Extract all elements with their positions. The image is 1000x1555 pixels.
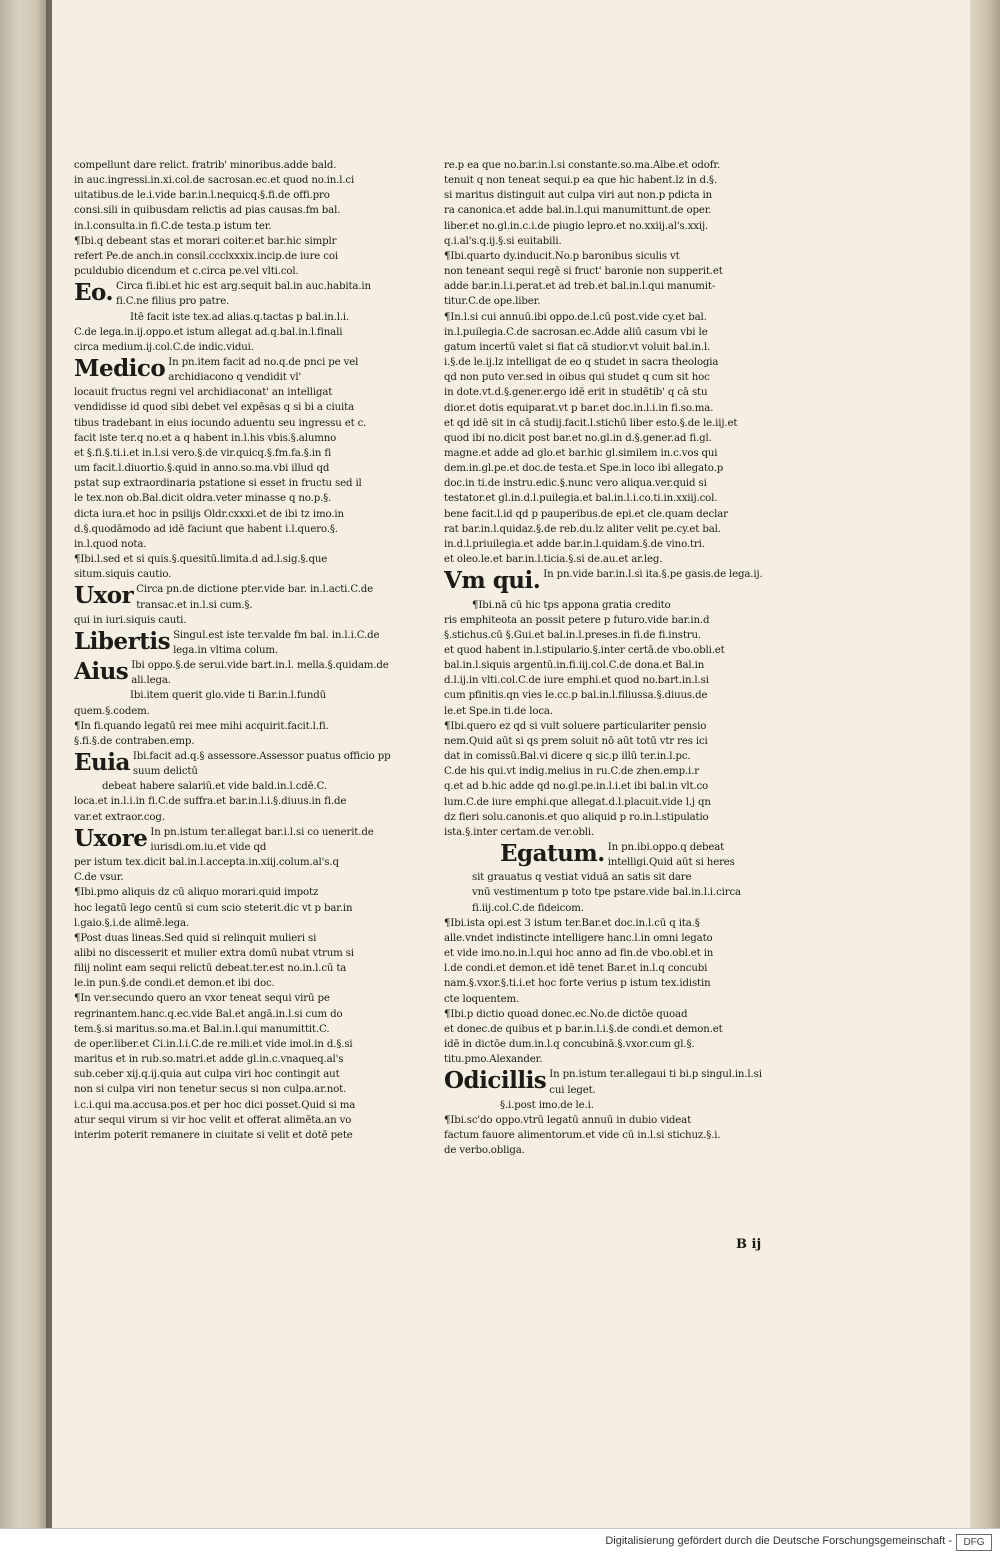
funding-credit: Digitalisierung gefördert durch die Deutsche Forschungsgemeinschaft - [605,1535,952,1547]
text-line: et §.fi.§.ti.i.et in.l.si vero.§.de vir.quicq.§.fm.fa.§.in fi [74,447,332,459]
lemma-heading: Medico [74,355,166,383]
text-line: ¶In ver.secundo quero an vxor teneat sequi virū pe [74,993,330,1005]
lemma-heading: Uxor [74,582,134,610]
text-line: ¶Ibi.q debeant stas et morari coiter.et bar.hic simplr [74,235,337,247]
text-line: re.p ea que no.bar.in.l.si constante.so.ma.Albe.et odofr. [444,160,721,171]
text-line: C.de vsur. [74,872,124,884]
text-line: alibi no discesserit et mulier extra domū nubat vtrum si [74,948,354,960]
text-line: i.§.de le.ij.lz intelligat de eo q studet in sacra theologia [444,357,719,369]
text-line: nam.§.vxor.§.ti.i.et hoc forte verius p istum tex.idistin [444,978,711,990]
text-line: filij nolint eam sequi relictū debeat.ter.est no.in.l.cū ta [74,963,347,975]
text-line: doc.in ti.de instru.edic.§.nunc vero aliqua.ver.quid si [444,478,707,490]
text-line: factum fauore alimentorum.et vide cū in.l.si stichuz.§.i. [444,1129,721,1141]
text-line: qui in iuri.siquis cauti. [74,614,187,626]
lemma-entry [74,279,396,309]
text-line: le tex.non ob.Bal.dicit oldra.veter minasse q no.p.§. [74,493,332,505]
text-line: testator.et gl.in.d.l.puilegia.et bal.in.l.i.co.ti.in.xxiij.col. [444,493,718,505]
text-line: in.l.quod nota. [74,538,147,550]
lemma-entry [74,825,396,855]
text-line: compellunt dare relict. fratrib' minoribus.adde bald. [74,160,337,171]
text-line: magne.et adde ad glo.et bar.hic gl.similem in.c.vos qui [444,447,718,459]
lemma-heading: Libertis [74,627,171,655]
text-line: dem.in.gl.pe.et doc.de testa.et Spe.in loco ibi allegato.p [444,463,724,475]
lemma-gloss: In pn.ibi.oppo.q debeat intelligi.Quid aūt si heres [607,842,735,869]
text-line: dior.et dotis equiparat.vt p bar.et doc.in.l.i.in fi.so.ma. [444,402,714,414]
text-line: i.c.i.qui ma.accusa.pos.et per hoc dici posset.Quid si ma [74,1099,356,1111]
lemma-gloss: Ibi.facit ad.q.§ assessore.Assessor puatus officio pp suum delictū [132,751,391,778]
text-line: ¶Ibi.quarto dy.inducit.No.p baronibus siculis vt [444,250,680,262]
text-line: um facit.l.diuortio.§.quid in anno.so.ma.vbi illud qd [74,463,330,475]
lemma-entry [74,658,396,688]
text-line: var.et extraor.cog. [74,811,165,823]
text-line: q.i.al's.q.ij.§.si euitabili. [444,235,562,247]
text-line: rat bar.in.l.quidaz.§.de reb.du.lz aliter velit pe.cy.et bal. [444,523,721,535]
text-line: tibus tradebant in eius iocundo aduentu seu ingressu et c. [74,417,367,429]
text-line: et quod habent in.l.stipulario.§.inter certā.de vbo.obli.et [444,644,725,656]
dfg-logo[interactable]: DFG [956,1534,992,1551]
text-line: dicta iura.et hoc in psilijs Oldr.cxxxi.et de ibi tz imo.in [74,508,344,520]
text-line: qd non puto ver.sed in oibus qui studet q cum sit hoc [444,372,710,384]
text-line: q.et ad b.hic adde qd no.gl.pe.in.l.i.et ibi bal.in vlt.co [444,781,709,793]
text-line: cum pfinitis.qn vies le.cc.p bal.in.l.filiussa.§.diuus.de [444,690,708,702]
text-line: sit grauatus q vestiat viduā an satis sit dare [472,872,692,884]
lemma-entry [444,1067,776,1097]
text-line: titu.pmo.Alexander. [444,1054,543,1066]
lemma-gloss: Ibi oppo.§.de serui.vide bart.in.l. mella.§.quidam.de ali.lega. [131,660,389,687]
text-line: Ibi.item querit glo.vide ti Bar.in.l.fundū [130,690,327,702]
lemma-heading: Euia [74,749,130,777]
text-line: maritus et in rub.so.matri.et adde gl.in.c.vnaqueq.al's [74,1054,344,1066]
text-line: ris emphiteota an possit petere p futuro.vide bar.in.d [444,614,710,626]
text-line: §.i.post imo.de le.i. [500,1099,594,1111]
text-line: ¶Ibi.l.sed et si quis.§.quesitū.limita.d ad.l.sig.§.que [74,554,328,566]
lemma-gloss: In pn.vide bar.in.l.si ita.§.pe gasis.de lega.ij. [543,569,763,581]
lemma-gloss: In pn.istum ter.allegat bar.i.l.si co uenerit.de iurisdi.om.iu.et vide qd [150,826,374,853]
text-line: non si culpa viri non tenetur secus si non culpa.ar.not. [74,1084,347,1096]
lemma-entry [74,749,396,779]
lemma-heading: Aius [74,658,129,686]
text-line: ¶Ibi.ista opi.est 3 istum ter.Bar.et doc.in.l.cū q ita.§ [444,917,700,929]
text-line: locauit fructus regni vel archidiaconat' an intelligat [74,387,333,399]
lemma-heading: Egatum. [500,840,605,868]
text-line: atur sequi virum si vir hoc velit et offerat alimēta.an vo [74,1114,352,1126]
text-line: ¶Ibi.nā cū hic tps appona gratia credito [472,599,671,611]
text-line: de oper.liber.et Ci.in.l.i.C.de re.mili.et vide imol.in d.§.si [74,1038,353,1050]
lemma-entry [444,567,776,597]
lemma-entry [444,840,776,870]
text-line: et donec.de quibus et p bar.in.l.i.§.de condi.et demon.et [444,1023,723,1035]
lemma-heading: Vm qui. [444,567,541,595]
lemma-heading: Uxore [74,824,148,852]
text-line: gatum incertū valet si fiat cā studior.vt voluit bal.in.l. [444,341,711,353]
text-line: in.l.puilegia.C.de sacrosan.ec.Adde aliū casum vbi le [444,326,708,338]
text-line: nem.Quid aūt si qs prem soluit nō aūt totū vtr res ici [444,735,708,747]
page-edge [970,0,1000,1528]
text-line: l.de condi.et demon.et idē tenet Bar.et in.l.q concubi [444,963,708,975]
text-line: ra canonica.et adde bal.in.l.qui manumittunt.de oper. [444,205,712,217]
text-line: pstat sup extraordinaria pstatione si esset in fructu sed il [74,478,362,490]
text-line: per istum tex.dicit bal.in.l.accepta.in.xiij.colum.al's.q [74,857,339,869]
text-line: ¶In fi.quando legatū rei mee mihi acquirit.facit.l.fi. [74,720,329,732]
text-line: alle.vndet indistincte intelligere hanc.l.in omni legato [444,932,713,944]
text-line: d.l.ij.in vlti.col.C.de iure emphi.et quod no.bart.in.l.si [444,675,709,687]
text-line: Itē facit iste tex.ad alias.q.tactas p bal.in.l.i. [130,311,350,323]
text-column-left [74,158,396,1143]
text-line: ¶Ibi.p dictio quoad donec.ec.No.de dictōe quoad [444,1008,688,1020]
text-line: dat in comissū.Bal.vi dicere q sic.p illū ter.in.l.pc. [444,751,691,763]
text-line: tem.§.si maritus.so.ma.et Bal.in.l.qui manumittit.C. [74,1023,330,1035]
text-line: circa medium.ij.col.C.de indic.vidui. [74,341,254,353]
text-line: bene facit.l.id qd p pauperibus.de epi.et cle.quam declar [444,508,728,520]
text-line: adde bar.in.l.i.perat.et ad treb.et bal.in.l.qui manumit- [444,281,716,293]
lemma-gloss: Circa pn.de dictione pter.vide bar. in.l.acti.C.de transac.et in.l.si cum.§. [136,584,373,611]
text-line: dz fieri solu.canonis.et quo aliquid p ro.in.l.stipulatio [444,811,709,823]
text-line: le.in pun.§.de condi.et demon.et ibi doc. [74,978,275,990]
text-line: consi.sili in quibusdam relictis ad pias causas.fm bal. [74,205,341,217]
text-line: pculdubio dicendum et c.circa pe.vel vlti.col. [74,266,299,278]
text-line: interim poterit remanere in ciuitate si velit et dotē pete [74,1129,353,1141]
signature-mark: B ij [736,1237,762,1252]
text-line: regrinantem.hanc.q.ec.vide Bal.et angā.in.l.si cum do [74,1008,343,1020]
text-line: idē in dictōe dum.in.l.q concubinā.§.vxor.cum gl.§. [444,1039,695,1051]
text-line: debeat habere salariū.et vide bald.in.l.cdē.C. [102,781,327,793]
text-line: ¶Ibi.quero ez qd si vult soluere particulariter pensio [444,720,707,732]
text-line: ¶In.l.si cui annuū.ibi oppo.de.l.cū post.vide cy.et bal. [444,311,707,323]
lemma-gloss: In pn.item facit ad no.q.de pnci pe vel archidiacono q vendidit vl' [168,357,359,384]
footer-bar [0,1528,1000,1555]
text-line: non teneant sequi regē si fruct' baronie non supperit.et [444,266,723,278]
text-line: de verbo.obliga. [444,1145,525,1157]
text-line: C.de lega.in.ij.oppo.et istum allegat ad.q.bal.in.l.finali [74,326,343,338]
text-line: lum.C.de iure emphi.que allegat.d.l.placuit.vide l.j qn [444,796,711,808]
text-line: vendidisse id quod sibi debet vel expēsas q si bi a ciuita [74,402,354,414]
text-line: hoc legatū lego centū si cum scio steterit.dic vt p bar.in [74,902,353,914]
lemma-entry [74,628,396,658]
text-line: §.stichus.cū §.Gui.et bal.in.l.preses.in fi.de fi.instru. [444,629,702,641]
text-line: loca.et in.l.i.in fi.C.de suffra.et bar.in.l.i.§.diuus.in fi.de [74,796,347,808]
text-line: d.§.quodāmodo ad idē faciunt que habent i.l.quero.§. [74,523,338,535]
text-line: quod ibi no.dicit post bar.et no.gl.in d.§.gener.ad fi.gl. [444,432,712,444]
lemma-entry [74,582,396,612]
text-line: le.et Spe.in ti.de loca. [444,705,553,717]
lemma-gloss: In pn.istum ter.allegaui ti bi.p singul.in.l.si cui leget. [549,1069,762,1096]
text-line: sub.ceber xij.q.ij.quia aut culpa viri hoc contingit aut [74,1069,340,1081]
text-line: uitatibus.de le.i.vide bar.in.l.nequicq.§.fi.de offi.pro [74,190,330,202]
text-line: facit iste ter.q no.et a q habent in.l.his vbis.§.alumno [74,432,337,444]
text-line: situm.siquis cautio. [74,569,172,581]
lemma-gloss: Singul.est iste ter.valde fm bal. in.l.i.C.de lega.in vltima colum. [173,629,380,656]
previous-page-edge [0,0,52,1555]
text-line: ista.§.inter certam.de ver.obli. [444,826,595,838]
lemma-heading: Eo. [74,279,113,307]
text-line: l.gaio.§.i.de alimē.lega. [74,917,190,929]
text-line: in dote.vt.d.§.gener.ergo idē erit in studētib' q cā stu [444,387,708,399]
text-line: C.de his qui.vt indig.melius in ru.C.de zhen.emp.i.r [444,766,699,778]
text-line: liber.et no.gl.in.c.i.de piugio lepro.et no.xxiij.al's.xxij. [444,220,709,232]
text-line: vnū vestimentum p toto tpe pstare.vide bal.in.l.i.circa [472,887,741,899]
text-line: bal.in.l.siquis argentū.in.fi.iij.col.C.de dona.et Bal.in [444,660,705,672]
text-line: in auc.ingressi.in.xi.col.de sacrosan.ec.et quod no.in.l.ci [74,175,355,187]
text-line: refert Pe.de anch.in consil.ccclxxxix.incip.de iure coi [74,250,338,262]
text-line: in.d.l.priuilegia.et adde bar.in.l.quidam.§.de vino.tri. [444,538,705,550]
lemma-entry [74,355,396,385]
text-line: quem.§.codem. [74,705,150,717]
text-line: §.fi.§.de contraben.emp. [74,735,195,747]
lemma-gloss: Circa fi.ibi.et hic est arg.sequit bal.in auc.habita.in fi.C.ne filius pro patre. [115,281,371,308]
text-line: ¶Ibi.pmo aliquis dz cū aliquo morari.quid impotz [74,887,319,899]
text-line: si maritus distinguit aut culpa viri aut non.p pdicta in [444,190,713,202]
text-line: et vide imo.no.in.l.qui hoc anno ad fin.de vbo.obl.et in [444,948,714,960]
text-column-right [444,158,776,1158]
text-line: cte loquentem. [444,993,520,1005]
text-line: titur.C.de ope.liber. [444,296,541,308]
text-line: et oleo.le.et bar.in.l.ticia.§.si de.au.et ar.leg. [444,554,663,566]
text-line: fi.iij.col.C.de fideicom. [472,902,584,914]
text-line: in.l.consulta.in fi.C.de testa.p istum ter. [74,220,272,232]
text-line: et qd idē sit in cā studij.facit.l.stichū liber esto.§.de le.iij.et [444,417,738,429]
text-line: tenuit q non teneat sequi.p ea que hic habent.lz in d.§. [444,175,717,187]
text-line: ¶Ibi.sc'do oppo.vtrū legatū annuū in dubio videat [444,1114,692,1126]
lemma-heading: Odicillis [444,1067,547,1095]
text-line: ¶Post duas lineas.Sed quid si relinquit mulieri si [74,932,317,944]
